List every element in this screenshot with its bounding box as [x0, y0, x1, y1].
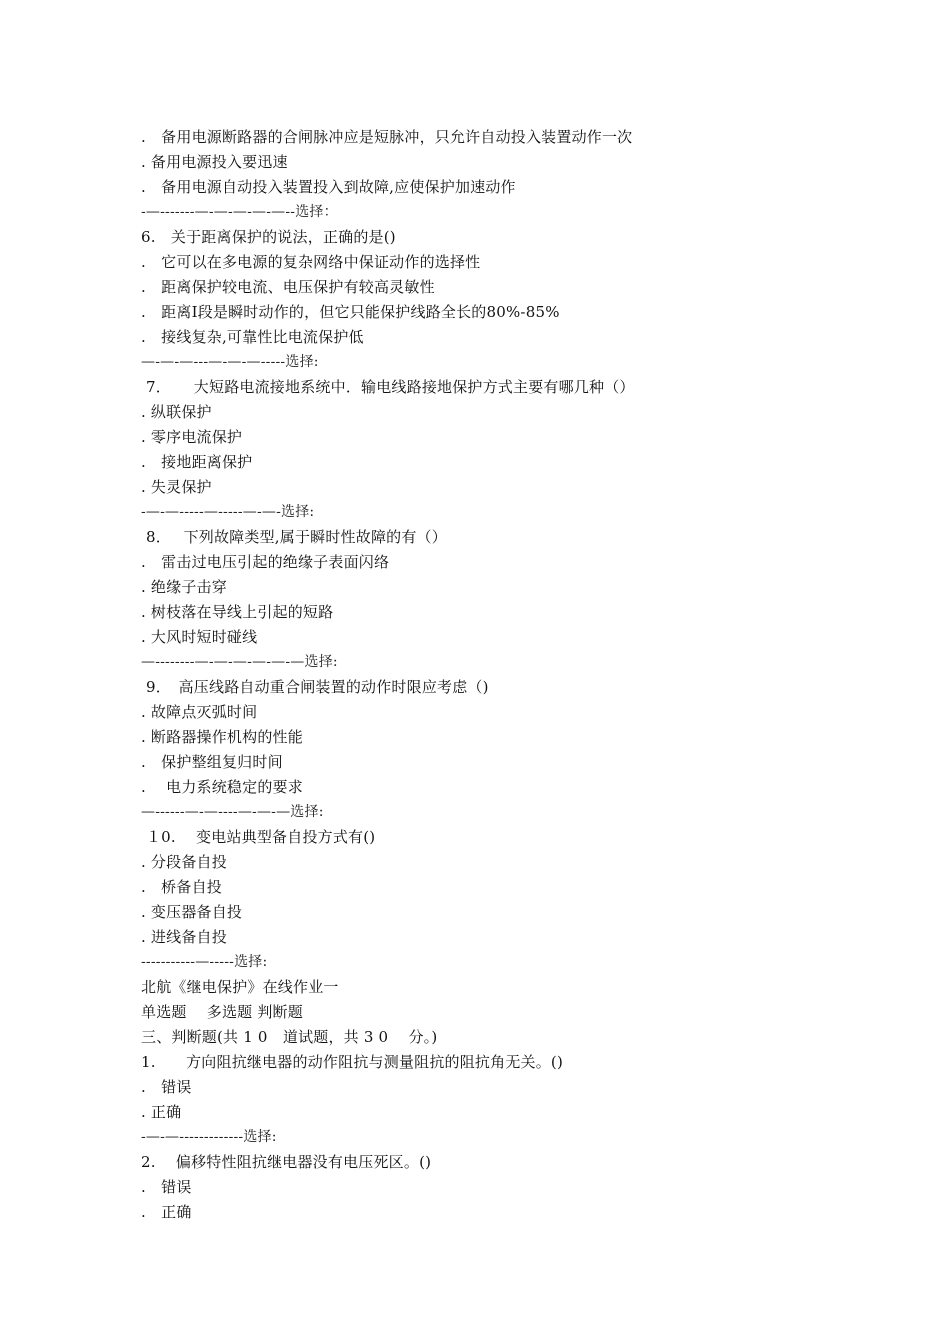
answer-option: . 零序电流保护: [141, 428, 243, 446]
answer-separator: -—-------—-—-—-—-—--选择：: [141, 204, 338, 220]
answer-option: . 大风时短时碰线: [141, 628, 258, 646]
answer-option: . 正确: [141, 1103, 182, 1121]
answer-option: . 树枝落在导线上引起的短路: [141, 603, 334, 621]
answer-option: . 断路器操作机构的性能: [141, 728, 303, 746]
answer-option: . 保护整组复归时间: [141, 753, 283, 771]
answer-option: . 雷击过电压引起的绝缘子表面闪络: [141, 553, 390, 571]
answer-option: . 故障点灭弧时间: [141, 703, 258, 721]
question-text: 8． 下列故障类型,属于瞬时性故障的有（）: [141, 528, 447, 546]
answer-separator: -—-—-----—-----—-—-选择:: [141, 504, 315, 520]
section-heading: 北航《继电保护》在线作业一: [141, 978, 339, 996]
answer-option: . 它可以在多电源的复杂网络中保证动作的选择性: [141, 253, 481, 271]
answer-separator: -—-—-------------选择:: [141, 1129, 277, 1145]
answer-option: . 接线复杂,可靠性比电流保护低: [141, 328, 364, 346]
document-page: [141, 125, 921, 1225]
answer-option: . 电力系统稳定的要求: [141, 778, 303, 796]
answer-separator: -----------—-----选择:: [141, 954, 268, 970]
question-text: 2. 偏移特性阻抗继电器没有电压死区。(): [141, 1153, 432, 1171]
answer-separator: —-—-—---—-—-—-----选择:: [141, 354, 319, 370]
answer-option: . 备用电源断路器的合闸脉冲应是短脉冲，只允许自动投入装置动作一次: [141, 128, 633, 146]
question-text: 9． 高压线路自动重合闸装置的动作时限应考虑（): [141, 678, 489, 696]
answer-option: . 错误: [141, 1078, 192, 1096]
question-text: 7． 大短路电流接地系统中．输电线路接地保护方式主要有哪几种（）: [141, 378, 635, 396]
answer-option: . 进线备自投: [141, 928, 227, 946]
answer-option: . 接地距离保护: [141, 453, 253, 471]
answer-option: . 备用电源自动投入装置投入到故障,应使保护加速动作: [141, 178, 516, 196]
answer-option: . 变压器备自投: [141, 903, 243, 921]
section-heading: 三、判断题(共 1 0 道试题，共 3 0 分。): [141, 1028, 438, 1046]
answer-option: . 纵联保护: [141, 403, 212, 421]
answer-option: . 备用电源投入要迅速: [141, 153, 288, 171]
answer-option: . 错误: [141, 1178, 192, 1196]
answer-option: . 距离保护较电流、电压保护有较高灵敏性: [141, 278, 435, 296]
answer-option: . 桥备自投: [141, 878, 222, 896]
answer-option: . 距离Ⅰ段是瞬时动作的，但它只能保护线路全长的80%-85%: [141, 303, 560, 321]
answer-separator: —------—-—----—-—-—选择:: [141, 804, 324, 820]
question-text: 6. 关于距离保护的说法，正确的是(): [141, 228, 396, 246]
section-heading: 单选题 多选题 判断题: [141, 1003, 303, 1021]
answer-option: . 失灵保护: [141, 478, 212, 496]
answer-option: . 正确: [141, 1203, 192, 1221]
answer-option: . 分段备自投: [141, 853, 227, 871]
question-text: 1. 方向阻抗继电器的动作阻抗与测量阻抗的阻抗角无关。(): [141, 1053, 564, 1071]
answer-separator: —--------—-—-—-—-—-—选择:: [141, 654, 338, 670]
answer-option: . 绝缘子击穿: [141, 578, 227, 596]
question-text: １0. 变电站典型备自投方式有(): [141, 828, 376, 846]
